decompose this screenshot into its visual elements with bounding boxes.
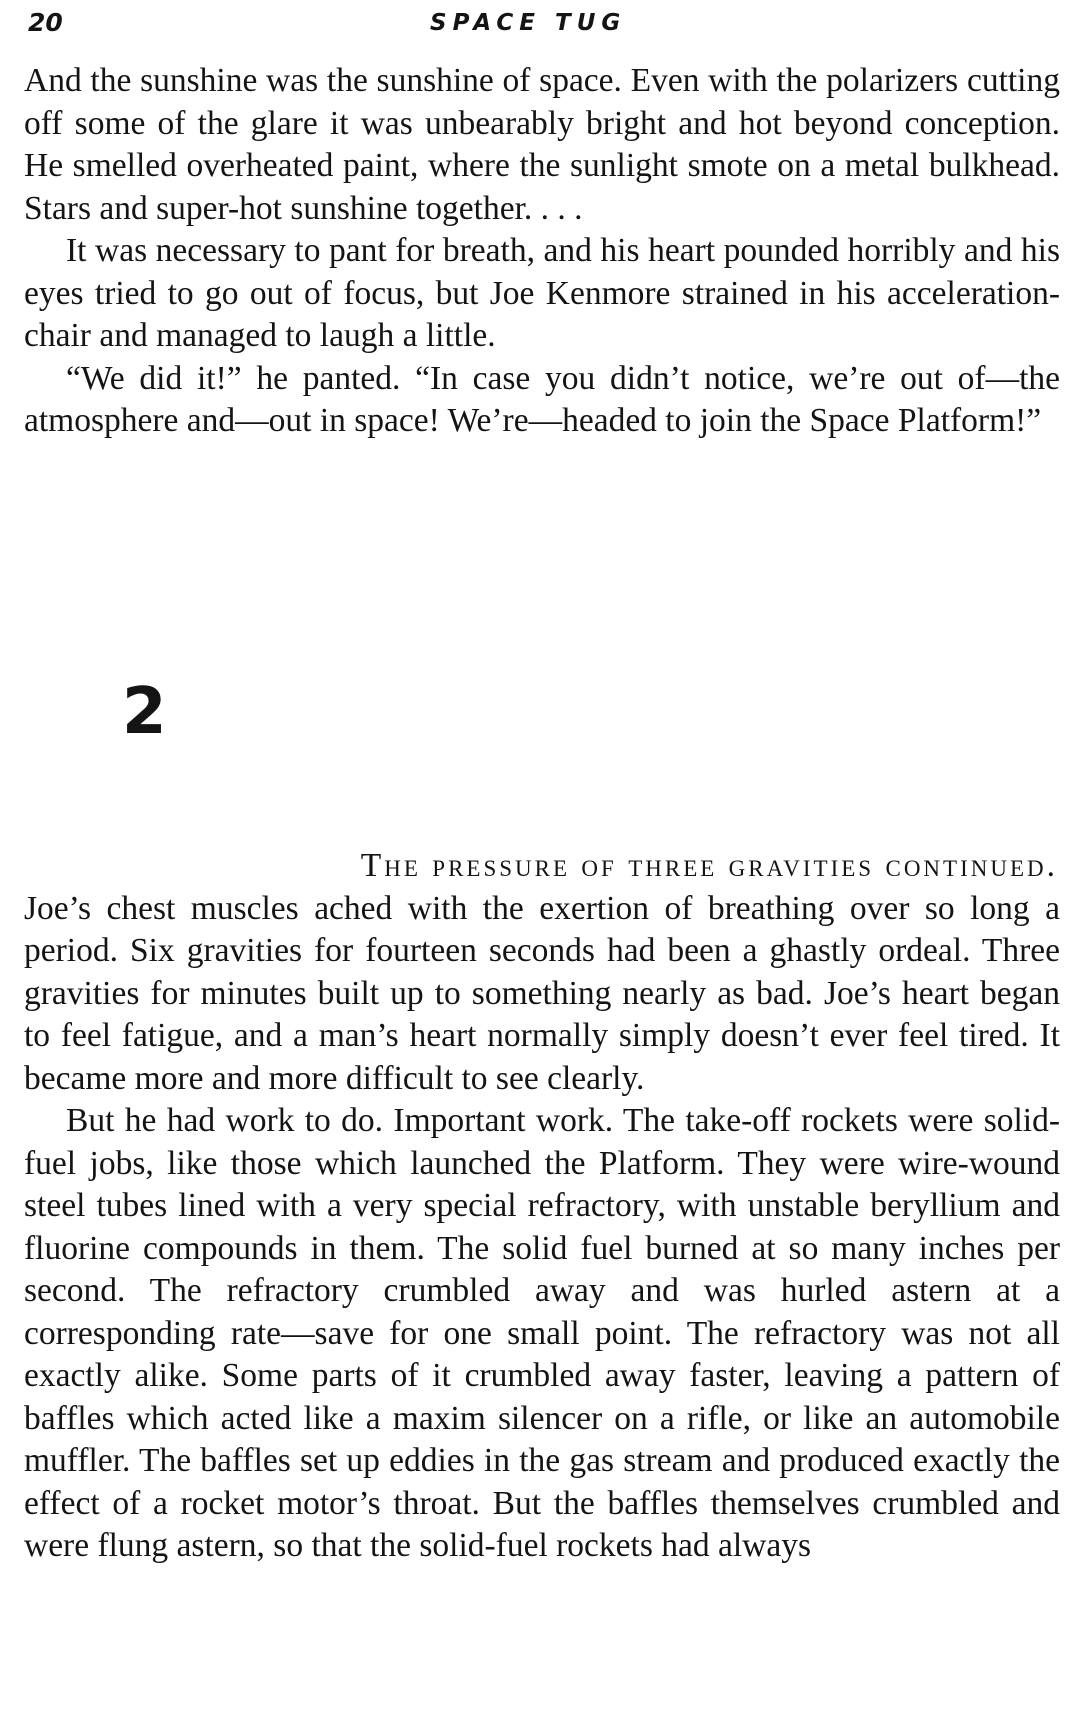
- paragraph: Joe’s chest muscles ached with the exertion of breathing over so long a period. Six gravities for fourteen seconds had been a ghastly ordeal. Three gravities for minutes built up to something nearly as bad. Joe’s heart began to feel fatigue, and a man’s heart normally simply doesn’t ever feel tired. It became more and more difficult to see clearly.: [24, 889, 1060, 1097]
- running-head: [0, 6, 1071, 40]
- chapter-opening-words: The pressure of three gravities continued.: [360, 847, 1058, 884]
- chapter-text-block: [24, 845, 1060, 1568]
- paragraph: It was necessary to pant for breath, and his heart pounded horribly and his eyes tried to go out of focus, but Joe Kenmore strained in his acceleration-chair and managed to laugh a little.: [24, 232, 1060, 354]
- chapter-number: 2: [122, 675, 167, 749]
- text-block-before-chapter: [24, 60, 1060, 443]
- running-title: SPACE TUG: [430, 10, 627, 36]
- chapter-opening-line: [24, 845, 1060, 888]
- paragraph: And the sunshine was the sunshine of space. Even with the polarizers cutting off some of the glare it was unbearably bright and hot beyond conception. He smelled overheated paint, where the sunlight smote on a metal bulkhead. Stars and super-hot sunshine together. . . .: [24, 62, 1060, 227]
- paragraph: But he had work to do. Important work. The take-off rockets were solid-fuel jobs, like those which launched the Platform. They were wire-wound steel tubes lined with a very special refractory, with unstable beryllium and fluorine compounds in them. The solid fuel burned at so many inches per second. The refractory crumbled away and was hurled astern at a corresponding rate—save for one small point. The refractory was not all exactly alike. Some parts of it crumbled away faster, leaving a pattern of baffles which acted like a maxim silencer on a rifle, or like an automobile muffler. The baffles set up eddies in the gas stream and produced exactly the effect of a rocket motor’s throat. But the baffles themselves crumbled and were flung astern, so that the solid-fuel rockets had always: [24, 1102, 1060, 1564]
- paragraph: “We did it!” he panted. “In case you didn’t notice, we’re out of—the atmosphere and—out in space! We’re—headed to join the Space Platform!”: [24, 359, 1060, 439]
- page-number: 20: [28, 8, 63, 37]
